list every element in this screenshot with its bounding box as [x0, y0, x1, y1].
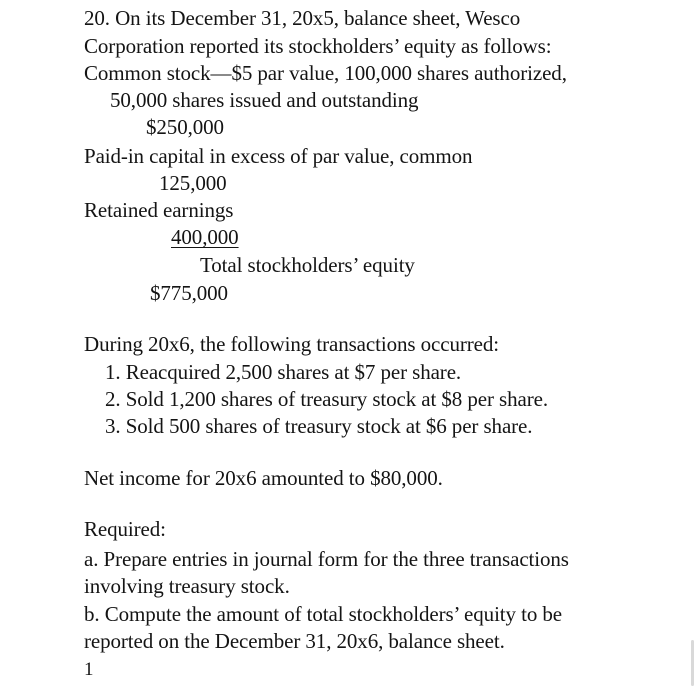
paid-in-capital-label: Paid-in capital in excess of par value, common	[84, 144, 473, 168]
required-a-line-1: a. Prepare entries in journal form for the three transactions	[84, 547, 569, 571]
page-number: 1	[84, 659, 94, 680]
retained-earnings-label: Retained earnings	[84, 198, 234, 222]
total-equity-label: Total stockholders’ equity	[200, 253, 415, 277]
problem-intro-line-2: Corporation reported its stockholders’ equity as follows:	[84, 34, 552, 58]
transaction-item-2: 2. Sold 1,200 shares of treasury stock at $8 per share.	[105, 387, 548, 411]
transaction-item-3: 3. Sold 500 shares of treasury stock at $6 per share.	[105, 414, 533, 438]
required-a-line-2: involving treasury stock.	[84, 574, 290, 598]
total-equity-amount: $775,000	[150, 281, 228, 305]
problem-intro-line-1: 20. On its December 31, 20x5, balance sheet, Wesco	[84, 6, 521, 30]
common-stock-label-line-2: 50,000 shares issued and outstanding	[110, 88, 419, 112]
required-b-line-1: b. Compute the amount of total stockholders’ equity to be	[84, 602, 562, 626]
common-stock-label-line-1: Common stock—$5 par value, 100,000 shares authorized,	[84, 61, 567, 85]
vertical-scrollbar[interactable]	[691, 640, 694, 686]
common-stock-amount: $250,000	[146, 115, 224, 139]
net-income-text: Net income for 20x6 amounted to $80,000.	[84, 466, 443, 490]
required-b-line-2: reported on the December 31, 20x6, balance sheet.	[84, 629, 505, 653]
retained-earnings-amount: 400,000	[171, 225, 239, 249]
required-heading: Required:	[84, 517, 166, 541]
paid-in-capital-amount: 125,000	[159, 171, 227, 195]
transaction-item-1: 1. Reacquired 2,500 shares at $7 per share.	[105, 360, 462, 384]
transactions-heading: During 20x6, the following transactions occurred:	[84, 332, 499, 356]
